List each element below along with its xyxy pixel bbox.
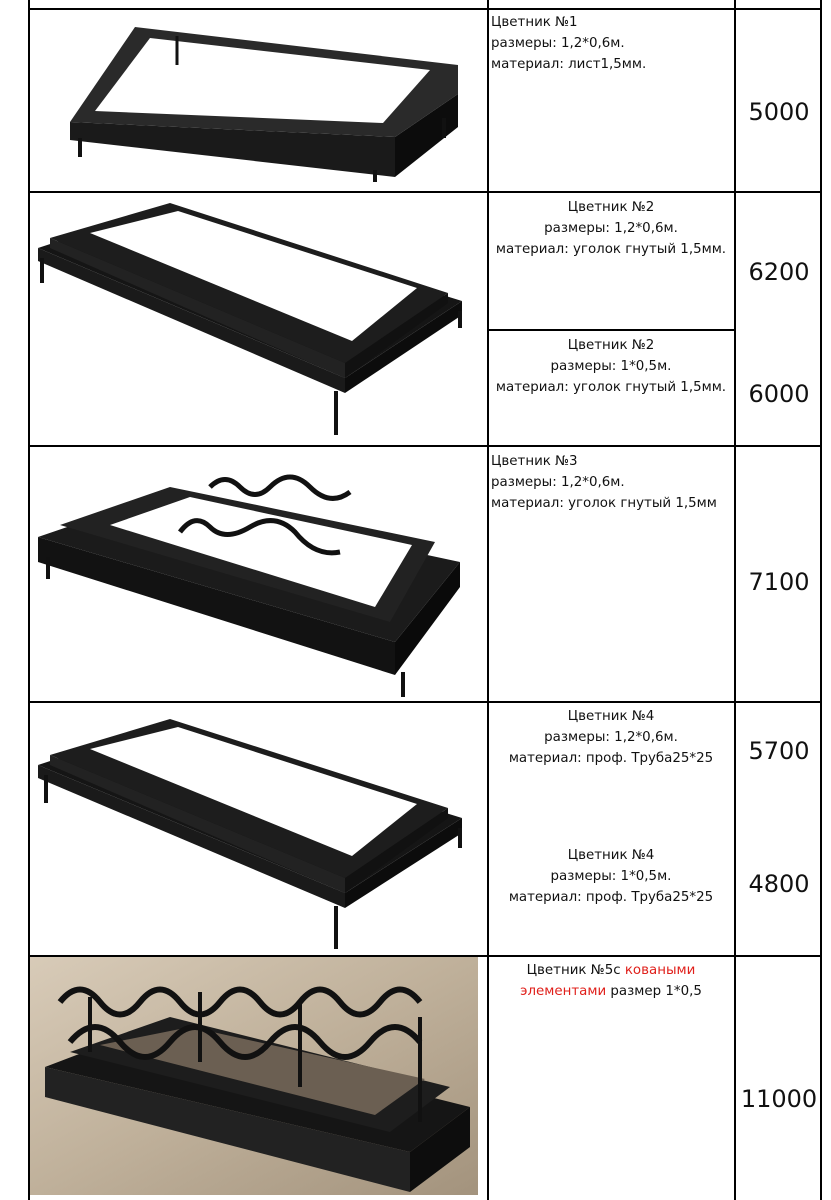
item-size: размеры: 1,2*0,6м. (491, 36, 625, 51)
item-title-line-2: элементами размер 1*0,5 (520, 984, 702, 999)
flowerbed-2-description (489, 197, 733, 260)
table-divider-image (487, 0, 489, 1200)
flowerbed-1-image (30, 10, 486, 190)
item-title: Цветник №2 (567, 200, 655, 215)
item-size: размеры: 1,2*0,6м. (544, 221, 678, 236)
item-material: материал: проф. Труба25*25 (508, 751, 714, 766)
flowerbed-1-price: 5000 (748, 98, 810, 126)
item-title-line-1: Цветник №5с коваными (526, 963, 696, 978)
item-size: размеры: 1,2*0,6м. (544, 730, 678, 745)
flowerbed-4-description (489, 706, 733, 769)
highlight-text: элементами (520, 984, 607, 999)
flowerbed-4-image (30, 703, 486, 953)
item-size: размеры: 1*0,5м. (550, 359, 672, 374)
flowerbed-3-price: 7100 (748, 568, 810, 596)
flowerbed-2-image (30, 193, 486, 443)
flowerbed-3-description (491, 451, 717, 514)
flowerbed-4-price: 5700 (748, 737, 810, 765)
item-title: Цветник №3 (491, 454, 578, 469)
flowerbed-4-small-description (489, 845, 733, 908)
item-material: материал: уголок гнутый 1,5мм. (495, 380, 727, 395)
flowerbed-3-image (30, 447, 486, 699)
item-size: размеры: 1*0,5м. (550, 869, 672, 884)
flowerbed-5-image (30, 957, 478, 1195)
item-material: материал: уголок гнутый 1,5мм (491, 496, 717, 511)
item-material: материал: лист1,5мм. (491, 57, 647, 72)
flowerbed-5-price: 11000 (740, 1085, 818, 1113)
flowerbed-5-description (489, 960, 733, 1002)
highlight-text: коваными (624, 963, 696, 978)
flowerbed-2-small-price: 6000 (748, 380, 810, 408)
table-divider-price (734, 0, 736, 1200)
row-divider (487, 329, 736, 331)
item-material: материал: проф. Труба25*25 (508, 890, 714, 905)
item-title: Цветник №4 (567, 709, 655, 724)
flowerbed-1-description (491, 12, 646, 75)
item-size: размеры: 1,2*0,6м. (491, 475, 625, 490)
item-title: Цветник №1 (491, 15, 578, 30)
flowerbed-2-price: 6200 (748, 258, 810, 286)
flowerbed-4-small-price: 4800 (748, 870, 810, 898)
table-border-right (820, 0, 822, 1200)
flowerbed-2-small-description (489, 335, 733, 398)
item-material: материал: уголок гнутый 1,5мм. (495, 242, 727, 257)
item-title: Цветник №2 (567, 338, 655, 353)
item-title: Цветник №4 (567, 848, 655, 863)
